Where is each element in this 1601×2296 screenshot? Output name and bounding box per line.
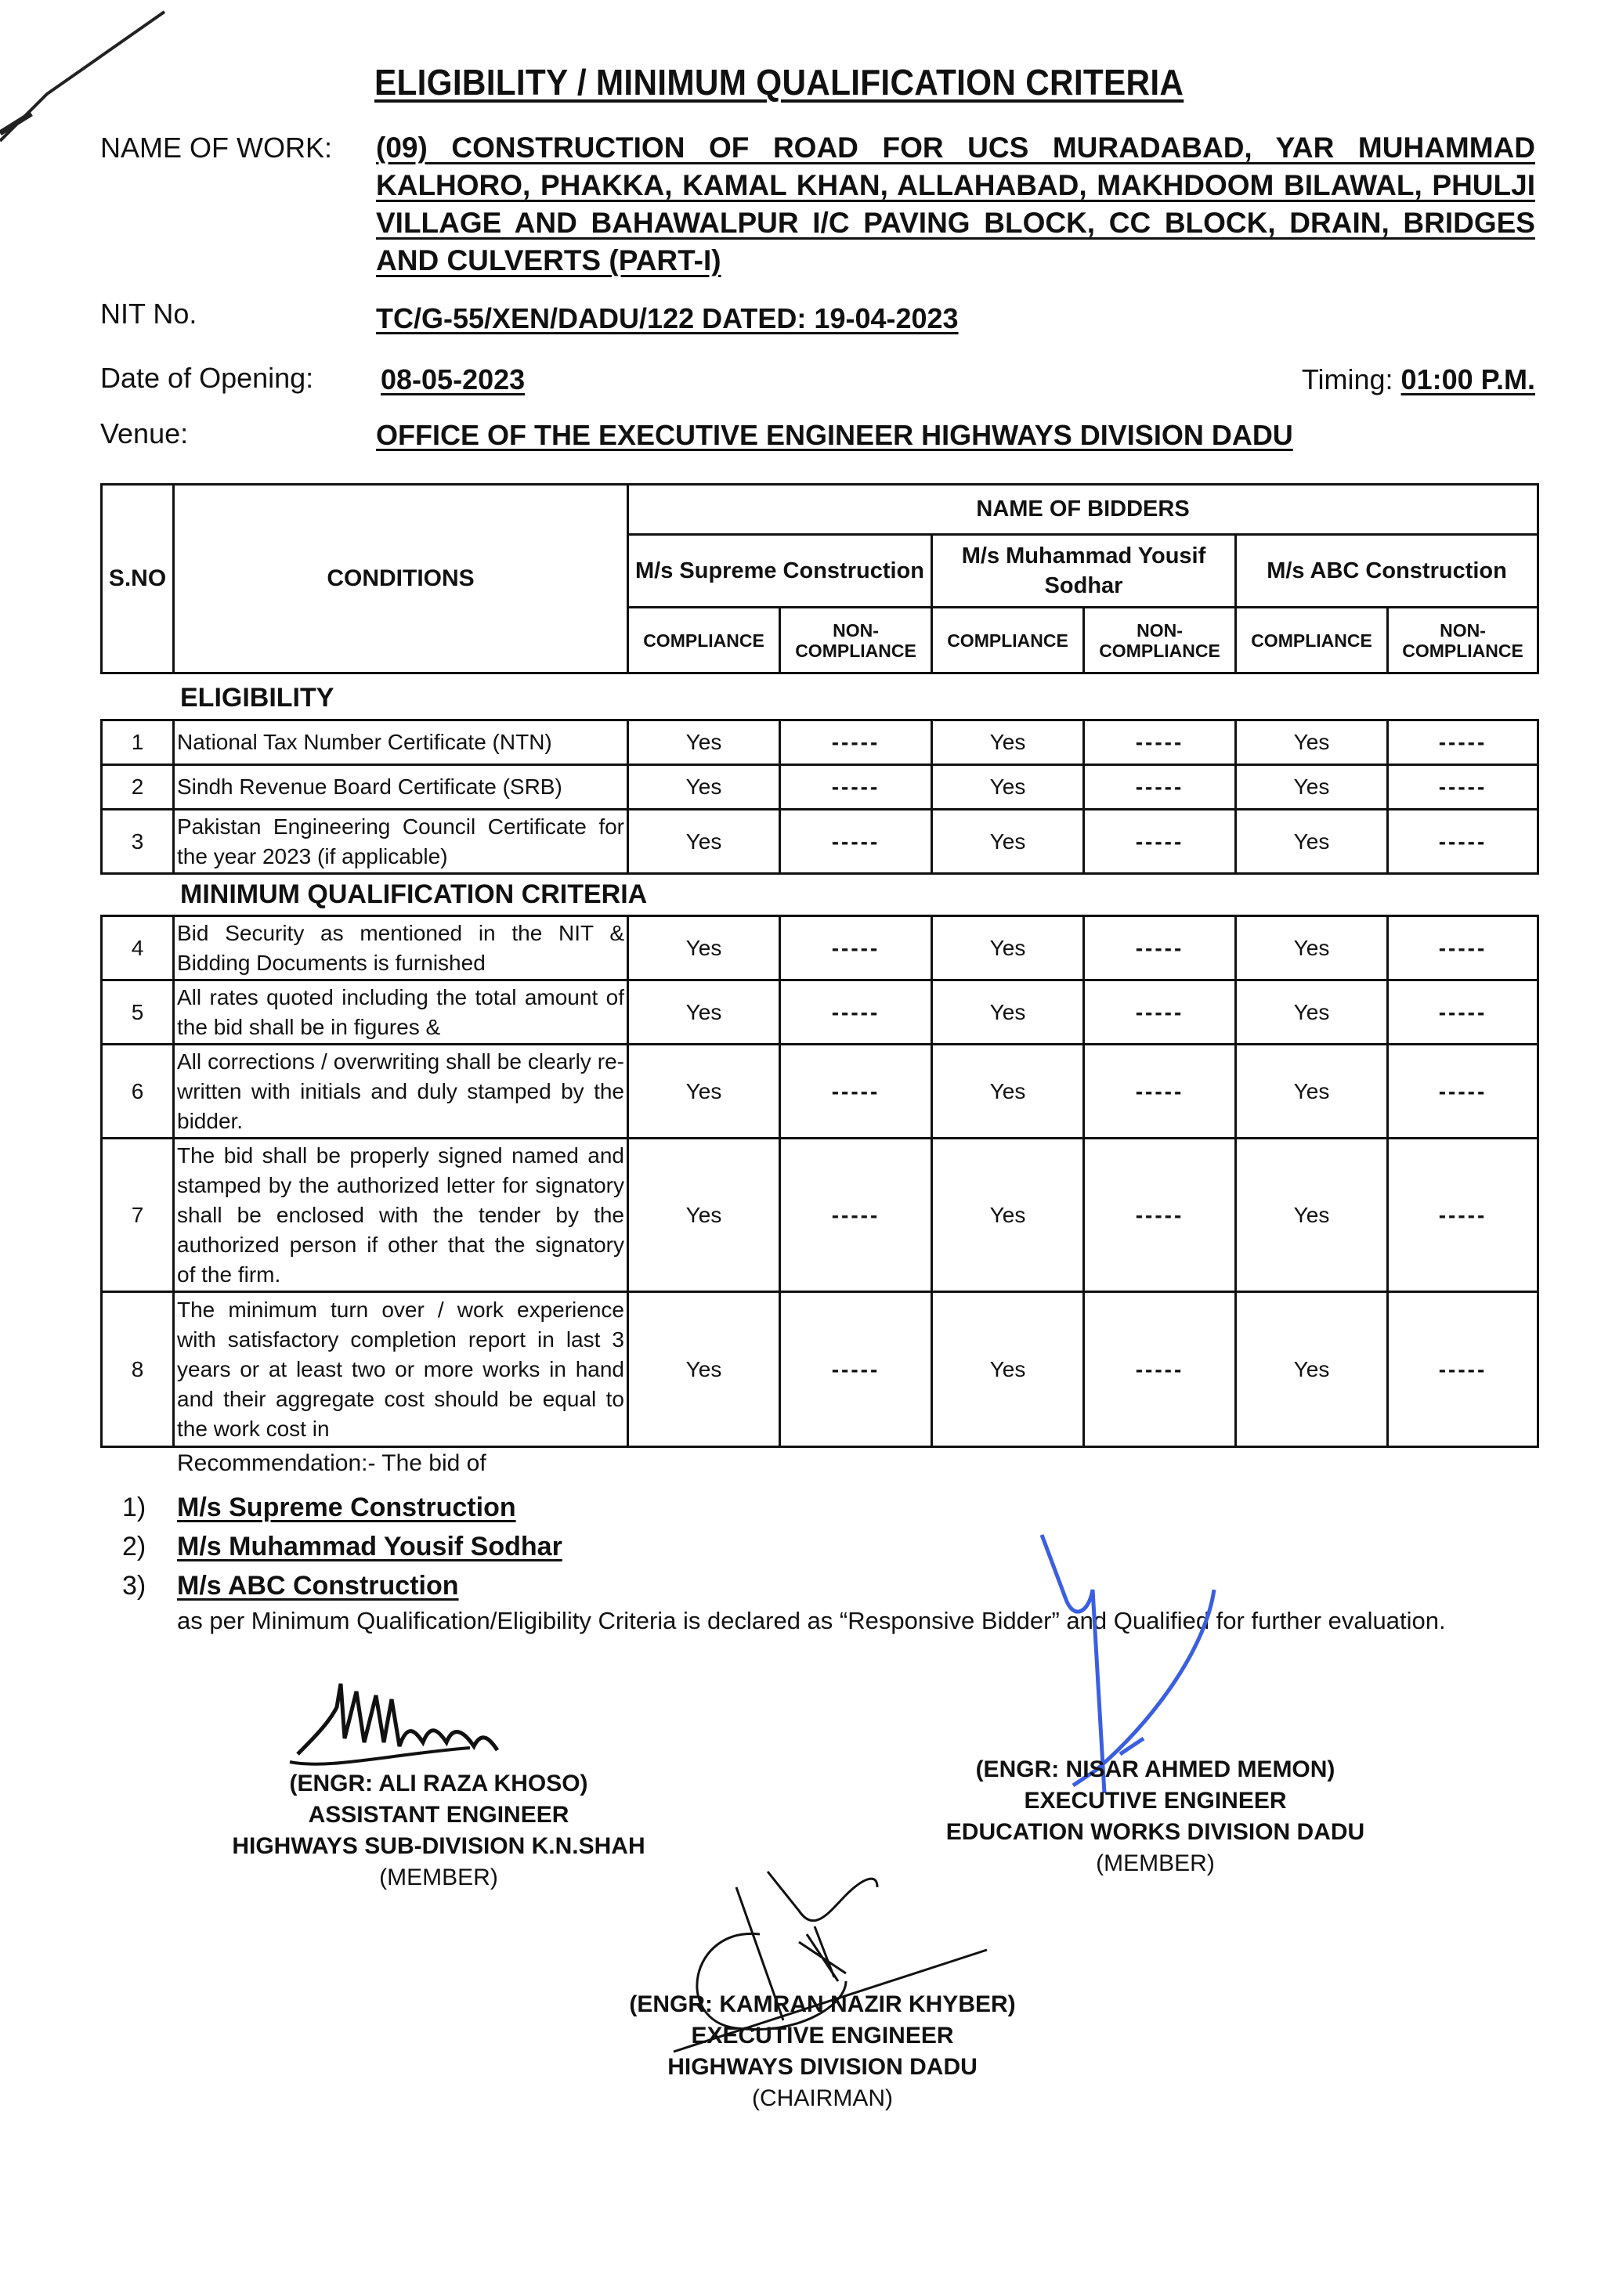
bidder-2-non-compliance: ----- <box>1084 1139 1236 1292</box>
bidder-2-non-compliance: ----- <box>1084 765 1236 810</box>
bidder-1-non-compliance: ----- <box>780 810 932 874</box>
timing <box>1302 363 1535 396</box>
row-sno: 2 <box>102 765 174 810</box>
page-title: ELIGIBILITY / MINIMUM QUALIFICATION CRITERIA <box>374 62 1184 103</box>
row-sno: 8 <box>102 1292 174 1447</box>
nit-value: TC/G-55/XEN/DADU/122 DATED: 19-04-2023 <box>376 302 959 334</box>
bidder-3-non-compliance: ----- <box>1388 765 1538 810</box>
bidder-name: M/s Muhammad Yousif Sodhar <box>177 1532 562 1561</box>
opening-date-value: 08-05-2023 <box>381 363 526 395</box>
bidder-name: M/s Supreme Construction <box>177 1493 516 1522</box>
bidder-3-compliance: Yes <box>1236 916 1388 980</box>
opening-date-label: Date of Opening: <box>100 362 314 394</box>
signatory-1 <box>188 1768 689 1893</box>
bidder-2-compliance: Yes <box>932 1139 1084 1292</box>
bidder-1-compliance: Yes <box>628 1045 780 1139</box>
header-name-of-bidders: NAME OF BIDDERS <box>628 485 1538 535</box>
row-sno: 1 <box>102 720 174 765</box>
signature-ali-raza-khoso-icon <box>282 1676 580 1778</box>
section-label-minimum-qualification: MINIMUM QUALIFICATION CRITERIA <box>180 879 648 909</box>
bidder-3-non-compliance: ----- <box>1388 1139 1538 1292</box>
row-sno: 7 <box>102 1139 174 1292</box>
bidder-3-non-compliance: ----- <box>1388 720 1538 765</box>
bidder-2-compliance: Yes <box>932 1045 1084 1139</box>
bidder-3-non-compliance: ----- <box>1388 916 1538 980</box>
bidder-2-non-compliance: ----- <box>1084 1292 1236 1447</box>
header-non-compliance: NON-COMPLIANCE <box>780 608 932 673</box>
venue-value: OFFICE OF THE EXECUTIVE ENGINEER HIGHWAYS DIVISION DADU <box>376 419 1293 451</box>
bidders-header-table <box>100 483 1539 674</box>
signatory-designation: EXECUTIVE ENGINEER <box>691 2023 954 2049</box>
signatory-role: (MEMBER) <box>379 1865 498 1890</box>
bidder-1-compliance: Yes <box>628 810 780 874</box>
signatory-name: (ENGR: KAMRAN NAZIR KHYBER) <box>629 1991 1016 2017</box>
header-bidder-3: M/s ABC Construction <box>1236 534 1538 608</box>
list-number: 3) <box>122 1571 146 1601</box>
bidder-3-compliance: Yes <box>1236 720 1388 765</box>
signatory-name: (ENGR: NISAR AHMED MEMON) <box>975 1756 1335 1782</box>
recommended-bidder-1 <box>122 1493 516 1523</box>
list-number: 1) <box>122 1493 146 1522</box>
bidder-1-non-compliance: ----- <box>780 720 932 765</box>
bidder-2-compliance: Yes <box>932 720 1084 765</box>
bidder-2-non-compliance: ----- <box>1084 916 1236 980</box>
recommended-bidder-3 <box>122 1571 459 1601</box>
signatory-designation: ASSISTANT ENGINEER <box>308 1802 569 1828</box>
bidder-1-compliance: Yes <box>628 1139 780 1292</box>
header-non-compliance: NON-COMPLIANCE <box>1084 608 1236 673</box>
row-condition: National Tax Number Certificate (NTN) <box>174 720 628 765</box>
signatory-name: (ENGR: ALI RAZA KHOSO) <box>289 1771 588 1796</box>
table-row <box>102 720 1538 765</box>
section-label-eligibility: ELIGIBILITY <box>180 683 334 713</box>
signatory-office: EDUCATION WORKS DIVISION DADU <box>945 1819 1365 1845</box>
bidder-3-non-compliance: ----- <box>1388 1045 1538 1139</box>
bidder-1-non-compliance: ----- <box>780 1139 932 1292</box>
header-compliance: COMPLIANCE <box>1236 608 1388 673</box>
bidder-2-compliance: Yes <box>932 1292 1084 1447</box>
bidder-3-compliance: Yes <box>1236 1139 1388 1292</box>
name-of-work-value: (09) CONSTRUCTION OF ROAD FOR UCS MURADABAD, YAR MUHAMMAD KALHORO, PHAKKA, KAMAL KHAN, ALLAHABAD, MAKHDOOM BILAWAL, PHULJI VILLAGE AND BAHAWALPUR I/C PAVING BLOCK, CC BLOCK, DRAIN, BRIDGES AND CULVERTS (PART-I) <box>376 132 1535 276</box>
bidder-1-compliance: Yes <box>628 720 780 765</box>
header-compliance: COMPLIANCE <box>932 608 1084 673</box>
row-condition: Bid Security as mentioned in the NIT & Bidding Documents is furnished <box>174 916 628 980</box>
row-condition: Pakistan Engineering Council Certificate for the year 2023 (if applicable) <box>174 810 628 874</box>
signatory-2 <box>909 1754 1402 1879</box>
table-row <box>102 1045 1538 1139</box>
table-row <box>102 980 1538 1045</box>
row-sno: 3 <box>102 810 174 874</box>
venue-label: Venue: <box>100 417 189 449</box>
row-sno: 5 <box>102 980 174 1045</box>
header-conditions: CONDITIONS <box>174 485 628 673</box>
bidder-2-non-compliance: ----- <box>1084 980 1236 1045</box>
bidder-2-non-compliance: ----- <box>1084 810 1236 874</box>
table-row <box>102 765 1538 810</box>
table-row <box>102 916 1538 980</box>
row-condition: The minimum turn over / work experience with satisfactory completion report in last 3 years or at least two or more works in hand and their aggregate cost should be equal to the work cost in <box>174 1292 628 1447</box>
signatory-role: (CHAIRMAN) <box>752 2085 893 2111</box>
bidder-3-compliance: Yes <box>1236 980 1388 1045</box>
bidder-name: M/s ABC Construction <box>177 1571 459 1601</box>
recommendation-conclusion: as per Minimum Qualification/Eligibility Criteria is declared as “Responsive Bidder” and Qualified for further evaluation. <box>177 1607 1446 1634</box>
min-qualification-table <box>100 915 1539 1448</box>
signatory-3 <box>580 1989 1065 2114</box>
signatory-office: HIGHWAYS DIVISION DADU <box>667 2054 978 2080</box>
list-number: 2) <box>122 1532 146 1561</box>
bidder-3-non-compliance: ----- <box>1388 1292 1538 1447</box>
bidder-1-non-compliance: ----- <box>780 980 932 1045</box>
bidder-2-compliance: Yes <box>932 916 1084 980</box>
bidder-2-non-compliance: ----- <box>1084 720 1236 765</box>
bidder-3-compliance: Yes <box>1236 810 1388 874</box>
row-condition: All corrections / overwriting shall be clearly re-written with initials and duly stamped by the bidder. <box>174 1045 628 1139</box>
header-bidder-1: M/s Supreme Construction <box>628 534 932 608</box>
nit-label: NIT No. <box>100 298 197 330</box>
timing-label: Timing: <box>1301 363 1393 395</box>
bidder-2-compliance: Yes <box>932 980 1084 1045</box>
row-condition: The bid shall be properly signed named and stamped by the authorized letter for signatory shall be enclosed with the tender by the authorized person if other that the signatory of the firm. <box>174 1139 628 1292</box>
table-row <box>102 810 1538 874</box>
bidder-1-non-compliance: ----- <box>780 765 932 810</box>
row-condition: Sindh Revenue Board Certificate (SRB) <box>174 765 628 810</box>
eligibility-table <box>100 719 1539 875</box>
bidder-1-non-compliance: ----- <box>780 1045 932 1139</box>
bidder-2-compliance: Yes <box>932 810 1084 874</box>
bidder-3-compliance: Yes <box>1236 765 1388 810</box>
signatory-designation: EXECUTIVE ENGINEER <box>1024 1788 1287 1814</box>
bidder-1-non-compliance: ----- <box>780 916 932 980</box>
bidder-1-compliance: Yes <box>628 1292 780 1447</box>
recommendation-intro: Recommendation:- The bid of <box>177 1450 486 1476</box>
row-sno: 6 <box>102 1045 174 1139</box>
header-compliance: COMPLIANCE <box>628 608 780 673</box>
name-of-work-label: NAME OF WORK: <box>100 132 332 164</box>
bidder-2-non-compliance: ----- <box>1084 1045 1236 1139</box>
table-row <box>102 1139 1538 1292</box>
signatory-role: (MEMBER) <box>1096 1850 1215 1876</box>
bidder-2-compliance: Yes <box>932 765 1084 810</box>
bidder-3-compliance: Yes <box>1236 1292 1388 1447</box>
header-non-compliance: NON-COMPLIANCE <box>1388 608 1538 673</box>
header-bidder-2: M/s Muhammad Yousif Sodhar <box>932 534 1236 608</box>
bidder-1-compliance: Yes <box>628 765 780 810</box>
table-row <box>102 1292 1538 1447</box>
signatory-office: HIGHWAYS SUB-DIVISION K.N.SHAH <box>232 1833 645 1859</box>
bidder-3-compliance: Yes <box>1236 1045 1388 1139</box>
recommended-bidder-2 <box>122 1532 562 1562</box>
bidder-3-non-compliance: ----- <box>1388 980 1538 1045</box>
bidder-1-non-compliance: ----- <box>780 1292 932 1447</box>
row-condition: All rates quoted including the total amount of the bid shall be in figures & <box>174 980 628 1045</box>
bidder-3-non-compliance: ----- <box>1388 810 1538 874</box>
bidder-1-compliance: Yes <box>628 980 780 1045</box>
timing-value: 01:00 P.M. <box>1400 363 1535 395</box>
header-sno: S.NO <box>102 485 174 673</box>
bidder-1-compliance: Yes <box>628 916 780 980</box>
row-sno: 4 <box>102 916 174 980</box>
